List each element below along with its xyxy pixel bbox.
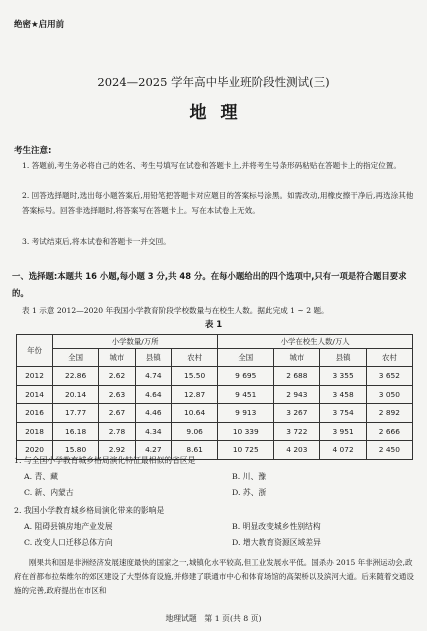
reading-passage: 刚果共和国是非洲经济发展速度最快的国家之一,城镇化水平较高,但工业发展水平低。国杀办 2015 年非洲运动会,政府在首都布拉柴维尔的郊区建设了大型体育设施,并修建了联通市中心和体育场馆的高架桥以及滨河大道。后来随着交通设施的完善,政府提出在市区和 [14,558,414,595]
question-1-option-a[interactable]: A. 青、藏 [24,472,58,481]
table-cell: 4.46 [135,404,171,423]
table-row [17,385,413,404]
table-cell: 4 072 [320,441,366,460]
table-cell: 3 951 [320,422,366,441]
table-cell: 4.64 [135,385,171,404]
subheader-cell: 全国 [53,349,99,367]
table-cell: 2 666 [366,422,412,441]
table-row [17,422,413,441]
exam-title: 2024—2025 学年高中毕业班阶段性测试(三) [97,75,330,89]
table-cell: 2014 [17,385,53,404]
question-1-stem: 1. 与全国小学教育城乡格局演化特征最相似的省区是 [14,456,196,465]
question-1-option-b[interactable]: B. 川、豫 [232,472,267,481]
table-cell: 2 450 [366,441,412,460]
table-cell: 9 451 [218,385,274,404]
table-cell: 12.87 [172,385,218,404]
table-cell: 16.18 [53,422,99,441]
question-2-stem: 2. 我国小学教育城乡格局演化带来的影响是 [14,506,165,515]
student-count-header: 小学在校生人数/万人 [218,335,413,349]
table-cell: 2020 [17,441,53,460]
table-cell: 8.61 [172,441,218,460]
table-cell: 2.92 [99,441,135,460]
table-cell: 2.78 [99,422,135,441]
table-cell: 2 688 [274,367,320,386]
table-cell: 3 267 [274,404,320,423]
table-cell: 3 652 [366,367,412,386]
table-cell: 4.34 [135,422,171,441]
table-cell: 22.86 [53,367,99,386]
section-heading: 一、选择题:本题共 16 小题,每小题 3 分,共 48 分。在每小题给出的四个选项中,只有一项是符合题目要求的。 [12,271,407,298]
table-cell: 3 355 [320,367,366,386]
subject-title: 地理 [189,103,252,123]
table-row [17,367,413,386]
table-cell: 3 722 [274,422,320,441]
table-cell: 2.63 [99,385,135,404]
question-2-option-a[interactable]: A. 阻碍县镇房地产业发展 [24,522,113,531]
subheader-cell: 农村 [366,349,412,367]
secret-label: 绝密★启用前 [14,20,65,30]
page-footer: 地理试题 第 1 页(共 8 页) [165,614,262,623]
table-cell: 2012 [17,367,53,386]
table-cell: 9 695 [218,367,274,386]
note-item-1: 1. 答题前,考生务必将自己的姓名、考生号填写在试卷和答题卡上,并将考生号条形码粘贴在答题卡上的指定位置。 [22,161,401,170]
question-1-option-d[interactable]: D. 苏、浙 [232,488,267,497]
year-header: 年份 [17,335,53,367]
table-cell: 2.62 [99,367,135,386]
table-cell: 10 339 [218,422,274,441]
table-cell: 17.77 [53,404,99,423]
table-intro: 表 1 示意 2012—2020 年我国小学教育阶段学校数量与在校生人数。据此完成 1 ~ 2 题。 [22,306,329,315]
table-cell: 20.14 [53,385,99,404]
table-cell: 2018 [17,422,53,441]
table-cell: 2 892 [366,404,412,423]
table-cell: 9 913 [218,404,274,423]
table-cell: 4.27 [135,441,171,460]
table-cell: 2.67 [99,404,135,423]
table-cell: 3 050 [366,385,412,404]
table-cell: 4 203 [274,441,320,460]
table-cell: 2 943 [274,385,320,404]
data-table [16,334,413,460]
table-header-row [17,335,413,349]
question-2-option-c[interactable]: C. 改变人口迁移总体方向 [24,538,113,547]
table-subheader-row [17,349,413,367]
table-cell: 3 458 [320,385,366,404]
table-title: 表 1 [204,320,223,330]
table-cell: 15.50 [172,367,218,386]
subheader-cell: 农村 [172,349,218,367]
note-item-2: 2. 回答选择题时,选出每小题答案后,用铅笔把答题卡对应题目的答案标号涂黑。如需改动,用橡皮擦干净后,再选涂其他答案标号。回答非选择题时,将答案写在答题卡上。写在本试卷上无效。 [22,191,414,215]
subheader-cell: 县镇 [135,349,171,367]
note-item-3: 3. 考试结束后,将本试卷和答题卡一并交回。 [22,237,171,246]
table-cell: 9.06 [172,422,218,441]
question-2-option-b[interactable]: B. 明显改变城乡性别结构 [232,522,321,531]
question-2-option-d[interactable]: D. 增大教育资源区域差异 [232,538,321,547]
question-1-option-c[interactable]: C. 新、内蒙古 [24,488,74,497]
subheader-cell: 城市 [274,349,320,367]
table-cell: 2016 [17,404,53,423]
subheader-cell: 县镇 [320,349,366,367]
table-cell: 15.80 [53,441,99,460]
notes-heading: 考生注意: [14,146,52,156]
school-count-header: 小学数量/万所 [53,335,218,349]
table-cell: 3 754 [320,404,366,423]
table-cell: 4.74 [135,367,171,386]
table-cell: 10.64 [172,404,218,423]
table-cell: 10 725 [218,441,274,460]
table-row [17,404,413,423]
subheader-cell: 城市 [99,349,135,367]
subheader-cell: 全国 [218,349,274,367]
